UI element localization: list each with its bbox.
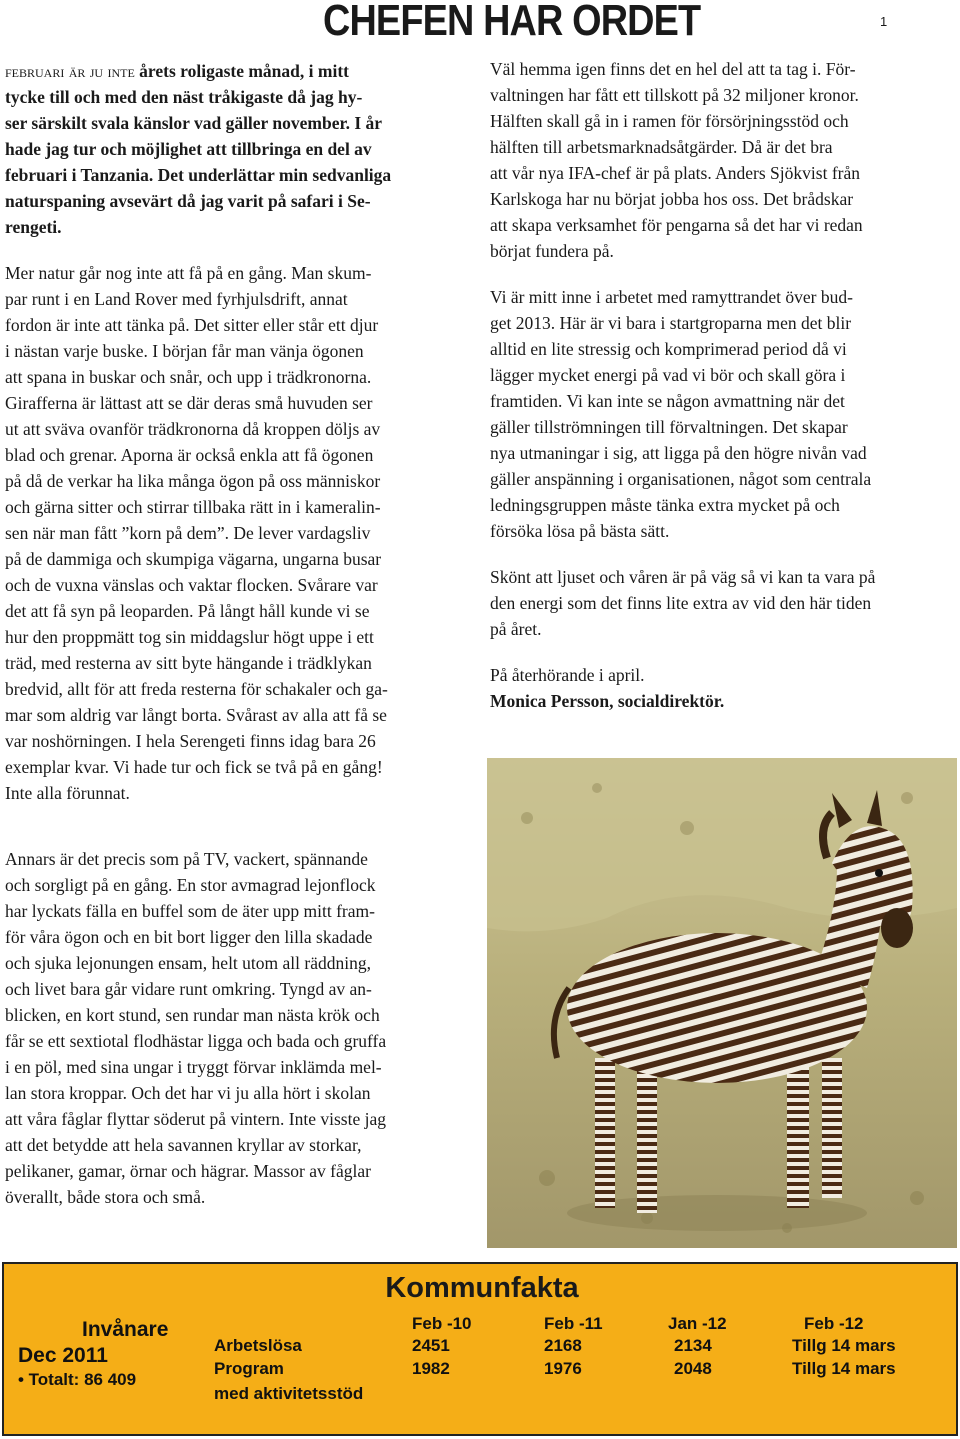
body-line: Karlskoga har nu börjat jobba hos oss. Det brådskar [490, 189, 854, 209]
intro-line: ser särskilt svala känslor vad gäller november. I år [5, 113, 383, 133]
arbetslosa-label: Arbetslösa [214, 1336, 302, 1355]
right-column [490, 56, 955, 734]
body-line: den energi som det finns lite extra av vid den här tiden [490, 593, 872, 613]
body-line: och gärna sitter och stirrar tillbaka rätt in i kameralin- [5, 497, 381, 517]
body-line: har lyckats fälla en buffel som de äter upp mitt fram- [5, 901, 375, 921]
body-line: blicken, en kort stund, sen rundar man nästa krök och [5, 1005, 380, 1025]
col-value: 1976 [544, 1359, 582, 1378]
zebra-photo [487, 758, 957, 1248]
body-line: var noshörningen. I hela Serengeti finns idag bara 26 [5, 731, 376, 751]
body-line: för våra ögon och en bit bort ligger den lilla skadade [5, 927, 373, 947]
body-line: och livet bara går vidare runt omkring. Tyngd av an- [5, 979, 372, 999]
col-value: Tillg 14 mars [792, 1336, 896, 1355]
body-line: mar som aldrig var långt borta. Svårast av alla att få se [5, 705, 387, 725]
intro-line: hade jag tur och möjlighet att tillbringa en del av [5, 139, 372, 159]
intro-line: rengeti. [5, 217, 62, 237]
page-title: CHEFEN HAR ORDET [323, 0, 701, 45]
dec-label: Dec 2011 [18, 1344, 108, 1367]
intro-smallcaps: februari är ju inte [5, 61, 135, 81]
page-number: 1 [880, 14, 888, 29]
col-value: Tillg 14 mars [792, 1359, 896, 1378]
right-paragraph [490, 56, 955, 264]
body-line: att våra fåglar flyttar söderut på vintern. Inte visste jag [5, 1109, 386, 1129]
col-value: 2168 [544, 1336, 582, 1355]
body-line: får se ett sextiotal flodhästar ligga och bada och gruffa [5, 1031, 387, 1051]
body-line: på de dammiga och skumpiga vägarna, ungarna busar [5, 549, 382, 569]
col-value: 1982 [412, 1359, 450, 1378]
body-line: get 2013. Här är vi bara i startgroparna men det blir [490, 313, 852, 333]
left-column [5, 58, 467, 826]
col-value: 2451 [412, 1336, 450, 1355]
right-paragraph [490, 284, 955, 544]
kommunfakta-title: Kommunfakta [385, 1272, 579, 1304]
col-header: Feb -12 [804, 1314, 864, 1333]
body-line: att spana in buskar och snår, och upp i trädkronorna. [5, 367, 372, 387]
body-line: Mer natur går nog inte att få på en gång. Man skum- [5, 263, 372, 283]
body-line: och sjuka lejonungen ensam, helt utom all räddning, [5, 953, 371, 973]
body-line: pelikaner, gamar, örnar och hägrar. Massor av fåglar [5, 1161, 371, 1181]
body-line: Girafferna är lättast att se där deras små huvuden ser [5, 393, 373, 413]
body-line: hälften till arbetsmarknadsåtgärder. Då är det bra [490, 137, 833, 157]
aktivitetsstod-label: med aktivitetsstöd [214, 1384, 364, 1403]
body-line: fordon är inte att tänka på. Det sitter eller står ett djur [5, 315, 379, 335]
body-line: på året. [490, 619, 542, 639]
intro-line: tycke till och med den näst tråkigaste då jag hy- [5, 87, 363, 107]
body-line: bredvid, allt för att freda resterna för schakaler och ga- [5, 679, 388, 699]
body-line: att vår nya IFA-chef är på plats. Anders Sjökvist från [490, 163, 860, 183]
totalt-label: • Totalt: 86 409 [18, 1370, 137, 1389]
body-line: Inte alla förunnat. [5, 783, 130, 803]
intro-line: naturspaning avsevärt då jag varit på safari i Se- [5, 191, 371, 211]
body-line: valtningen har fått ett tillskott på 32 miljoner kronor. [490, 85, 859, 105]
body-line: ut att sväva ovanför trädkronorna då kroppen döljs av [5, 419, 381, 439]
body-line: i nästan varje buske. I början får man vänja ögonen [5, 341, 364, 361]
body-line: alltid en lite stressig och komprimerad period då vi [490, 339, 847, 359]
right-paragraph [490, 564, 955, 642]
body-line: hur den proppmätt tog sin middagslur högt uppe i ett [5, 627, 374, 647]
body-line: lan stora kroppar. Och det har vi ju alla hört i skolan [5, 1083, 371, 1103]
invanare-label: Invånare [82, 1318, 169, 1341]
body-line: försöka lösa på bästa sätt. [490, 521, 670, 541]
kommunfakta-box [2, 1262, 958, 1436]
closing-line: På återhörande i april. [490, 665, 645, 685]
body-line: gäller anspänning i organisationen, något som centrala [490, 469, 872, 489]
body-line: Skönt att ljuset och våren är på väg så vi kan ta vara på [490, 567, 876, 587]
col-value: 2048 [674, 1359, 712, 1378]
body-line: och de vuxna vänslas och vaktar flocken. Svårare var [5, 575, 378, 595]
body-line: att skapa verksamhet för pengarna så det har vi redan [490, 215, 863, 235]
intro-paragraph [5, 58, 467, 240]
body-line: Vi är mitt inne i arbetet med ramyttrandet över bud- [490, 287, 853, 307]
col-header: Feb -10 [412, 1314, 472, 1333]
body-line: nya utmaningar i sig, att ligga på den högre nivån vad [490, 443, 867, 463]
body-line: Väl hemma igen finns det en hel del att ta tag i. För- [490, 59, 856, 79]
body-line: att det betydde att hela savannen kryllar av storkar, [5, 1135, 362, 1155]
body-line: framtiden. Vi kan inte se någon avmattning när det [490, 391, 845, 411]
intro-line: februari i Tanzania. Det underlättar min sedvanliga [5, 165, 392, 185]
left-bottom-paragraph [5, 846, 467, 1210]
body-line: sen när man fått ”korn på dem”. De lever vardagsliv [5, 523, 371, 543]
col-value: 2134 [674, 1336, 712, 1355]
signature: Monica Persson, socialdirektör. [490, 691, 725, 711]
body-paragraph [5, 260, 467, 806]
body-line: Hälften skall gå in i ramen för försörjningsstöd och [490, 111, 849, 131]
body-line: exemplar kvar. Vi hade tur och fick se två på en gång! [5, 757, 383, 777]
body-line: lägger mycket energi på vad vi bör och skall göra i [490, 365, 846, 385]
body-line: blad och grenar. Aporna är också enkla att få ögonen [5, 445, 374, 465]
col-header: Jan -12 [668, 1314, 727, 1333]
body-line: börjat fundera på. [490, 241, 614, 261]
body-line: par runt i en Land Rover med fyrhjulsdrift, annat [5, 289, 348, 309]
program-label: Program [214, 1359, 284, 1378]
body-line: på då de verkar ha lika många ögon på oss människor [5, 471, 381, 491]
body-line: träd, med resterna av sitt byte hängande i trädklykan [5, 653, 372, 673]
body-line: och sorgligt på en gång. En stor avmagrad lejonflock [5, 875, 376, 895]
intro-line: årets roligaste månad, i mitt [134, 61, 349, 81]
col-header: Feb -11 [544, 1314, 603, 1333]
body-line: ledningsgruppen måste tänka extra mycket på och [490, 495, 840, 515]
body-line: gäller tillströmningen till förvaltningen. Det skapar [490, 417, 848, 437]
body-line: i en pöl, med sina ungar i tryggt förvar inklämda mel- [5, 1057, 382, 1077]
body-line: Annars är det precis som på TV, vackert, spännande [5, 849, 368, 869]
zebra-image [487, 758, 957, 1248]
body-line: det att få syn på leoparden. På långt håll kunde vi se [5, 601, 370, 621]
closing-paragraph [490, 662, 955, 714]
body-line: överallt, både stora och små. [5, 1187, 206, 1207]
